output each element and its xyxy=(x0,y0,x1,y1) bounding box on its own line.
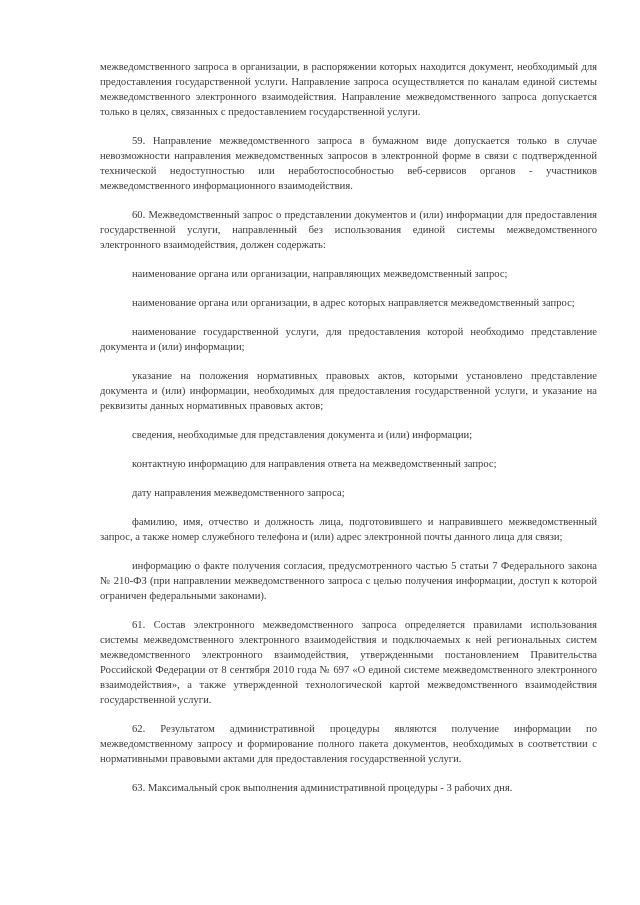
list-item-required-info: сведения, необходимые для представления документа и (или) информации; xyxy=(132,430,473,441)
paragraph-continuation: межведомственного запроса в организации, в распоряжении которых находится документ, необходимый для предоставления государственной услуги. Направление запроса осуществляется по каналам единой системы межведомственного электронного взаимодействия. Направление межведомственного запроса допускается только в целях, связанных с предоставлением государственной услуги. xyxy=(100,62,597,118)
paragraph-62: 62. Результатом административной процедуры являются получение информации по межведомственному запросу и формирование полного пакета документов, необходимых в соответствии с нормативными правовыми актами для предоставления государственной услуги. xyxy=(100,724,597,765)
list-item-consent-info: информацию о факте получения согласия, предусмотренного частью 5 статьи 7 Федерального закона № 210-ФЗ (при направлении межведомственного запроса с целью получения информации, доступ к которой ограничен федеральными законами). xyxy=(100,561,597,602)
paragraph-60: 60. Межведомственный запрос о представлении документов и (или) информации для предоставления государственной услуги, направленный без использования единой системы межведомственного электронного взаимодействия, должен содержать: xyxy=(100,210,597,251)
list-item-responsible-person: фамилию, имя, отчество и должность лица, подготовившего и направившего межведомственный запрос, а также номер служебного телефона и (или) адрес электронной почты данного лица для связи; xyxy=(100,517,597,543)
list-item-requesting-organ: наименование органа или организации, направляющих межведомственный запрос; xyxy=(132,269,508,280)
paragraph-61: 61. Состав электронного межведомственного запроса определяется правилами использования системы межведомственного электронного взаимодействия и подключаемых к ней региональных систем межведомственного электронного взаимодействия, утвержденными постановлением Правительства Российской Федерации от 8 сентября 2010 года № 697 «О единой системе межведомственного электронного взаимодействия», а также утвержденной технологической картой межведомственного взаимодействия государственной услуги. xyxy=(100,620,597,706)
paragraph-63: 63. Максимальный срок выполнения административной процедуры - 3 рабочих дня. xyxy=(132,783,513,794)
list-item-legal-acts: указание на положения нормативных правовых актов, которыми установлено представление документа и (или) информации, необходимых для предоставления государственной услуги, и указание на реквизиты данных нормативных правовых актов; xyxy=(100,371,597,412)
list-item-request-date: дату направления межведомственного запроса; xyxy=(132,488,345,499)
list-item-service-name: наименование государственной услуги, для предоставления которой необходимо представление документа и (или) информации; xyxy=(100,327,597,353)
list-item-contact-info: контактную информацию для направления ответа на межведомственный запрос; xyxy=(132,459,497,470)
document-body xyxy=(100,60,597,809)
list-item-addressee-organ: наименование органа или организации, в адрес которых направляется межведомственный запрос; xyxy=(132,298,575,309)
paragraph-59: 59. Направление межведомственного запроса в бумажном виде допускается только в случае невозможности направления межведомственных запросов в электронной форме в связи с подтвержденной технической недоступностью или неработоспособностью веб-сервисов органов - участников межведомственного информационного взаимодействия. xyxy=(100,136,597,192)
